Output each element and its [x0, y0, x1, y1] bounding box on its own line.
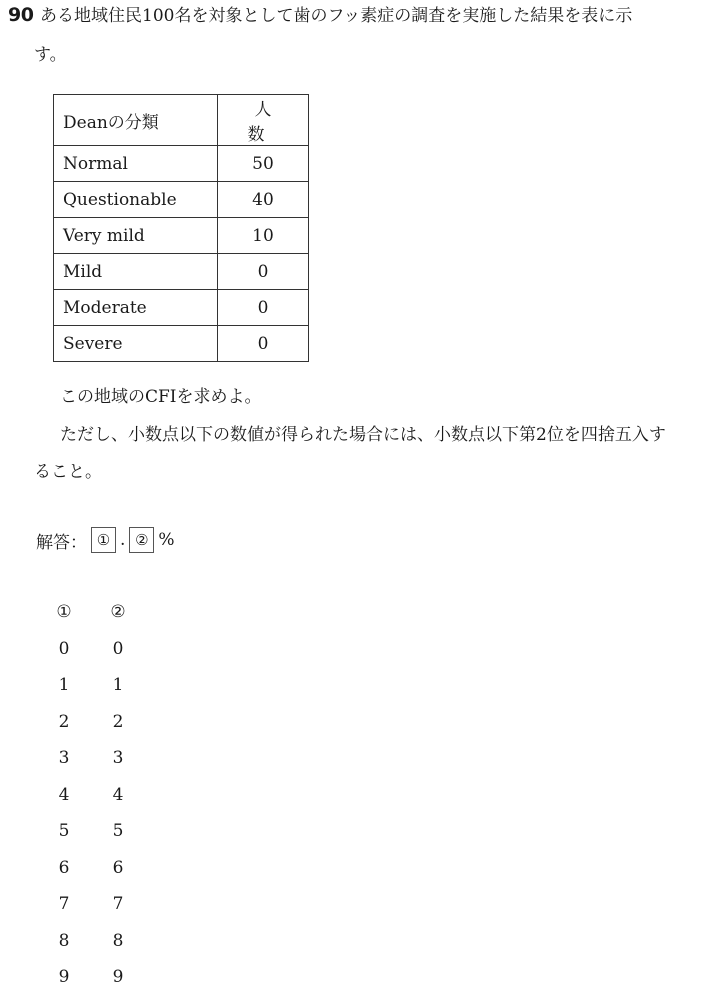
row-count: 0: [218, 290, 309, 326]
table-row: [54, 290, 309, 326]
instruction-line-2: ただし、小数点以下の数値が得られた場合には、小数点以下第2位を四捨五入す: [60, 425, 666, 445]
choice-option[interactable]: 9: [112, 967, 124, 987]
choice-option[interactable]: 9: [58, 967, 70, 987]
question-stem: ある地域住民100名を対象として歯のフッ素症の調査を実施した結果を表に示: [40, 6, 633, 26]
answer-line: [36, 527, 175, 553]
table-row: [54, 182, 309, 218]
question-number: 90: [8, 4, 34, 26]
row-count: 0: [218, 254, 309, 290]
row-label: Severe: [54, 326, 218, 362]
row-label: Mild: [54, 254, 218, 290]
table-header-count: 人数: [218, 95, 309, 146]
row-label: Normal: [54, 146, 218, 182]
choice-option[interactable]: 3: [58, 748, 70, 768]
choice-option[interactable]: 6: [58, 857, 70, 878]
choice-option[interactable]: 1: [112, 675, 124, 695]
choice-option[interactable]: 1: [58, 675, 70, 695]
row-count: 10: [218, 218, 309, 254]
choice-option[interactable]: 2: [58, 711, 70, 732]
choice-column-2: [106, 600, 130, 1002]
choice-column-1-header: ①: [56, 602, 72, 622]
table-row: [54, 326, 309, 362]
choice-option[interactable]: 7: [58, 894, 70, 914]
row-label: Questionable: [54, 182, 218, 218]
answer-label: 解答：: [36, 532, 87, 553]
choice-option[interactable]: 0: [58, 638, 70, 659]
choice-option[interactable]: 5: [58, 821, 70, 841]
choice-option[interactable]: 6: [112, 857, 124, 878]
choice-column-1: [52, 600, 76, 1002]
row-count: 50: [218, 146, 309, 182]
choice-option[interactable]: 4: [112, 784, 124, 805]
answer-box-1[interactable]: ①: [91, 527, 116, 553]
dean-index-table: [53, 94, 309, 362]
decimal-point: .: [120, 530, 126, 550]
table-row: [54, 218, 309, 254]
choice-option[interactable]: 0: [112, 638, 124, 659]
row-label: Very mild: [54, 218, 218, 254]
table-header-row: [54, 95, 309, 146]
choice-option[interactable]: 5: [112, 821, 124, 841]
choice-option[interactable]: 3: [112, 748, 124, 768]
row-count: 40: [218, 182, 309, 218]
choice-option[interactable]: 7: [112, 894, 124, 914]
choice-option[interactable]: 8: [112, 930, 124, 951]
unit-percent: %: [158, 530, 175, 550]
instruction-line-1: この地域のCFIを求めよ。: [60, 387, 262, 407]
instruction-line-3: ること。: [34, 462, 102, 482]
table-row: [54, 146, 309, 182]
answer-box-2[interactable]: ②: [129, 527, 154, 553]
row-count: 0: [218, 326, 309, 362]
choice-option[interactable]: 4: [58, 784, 70, 805]
choice-option[interactable]: 2: [112, 711, 124, 732]
table-row: [54, 254, 309, 290]
question-stem-continued: す。: [34, 45, 67, 65]
choice-column-2-header: ②: [110, 602, 126, 622]
table-header-classification: Deanの分類: [54, 95, 218, 146]
choice-option[interactable]: 8: [58, 930, 70, 951]
row-label: Moderate: [54, 290, 218, 326]
